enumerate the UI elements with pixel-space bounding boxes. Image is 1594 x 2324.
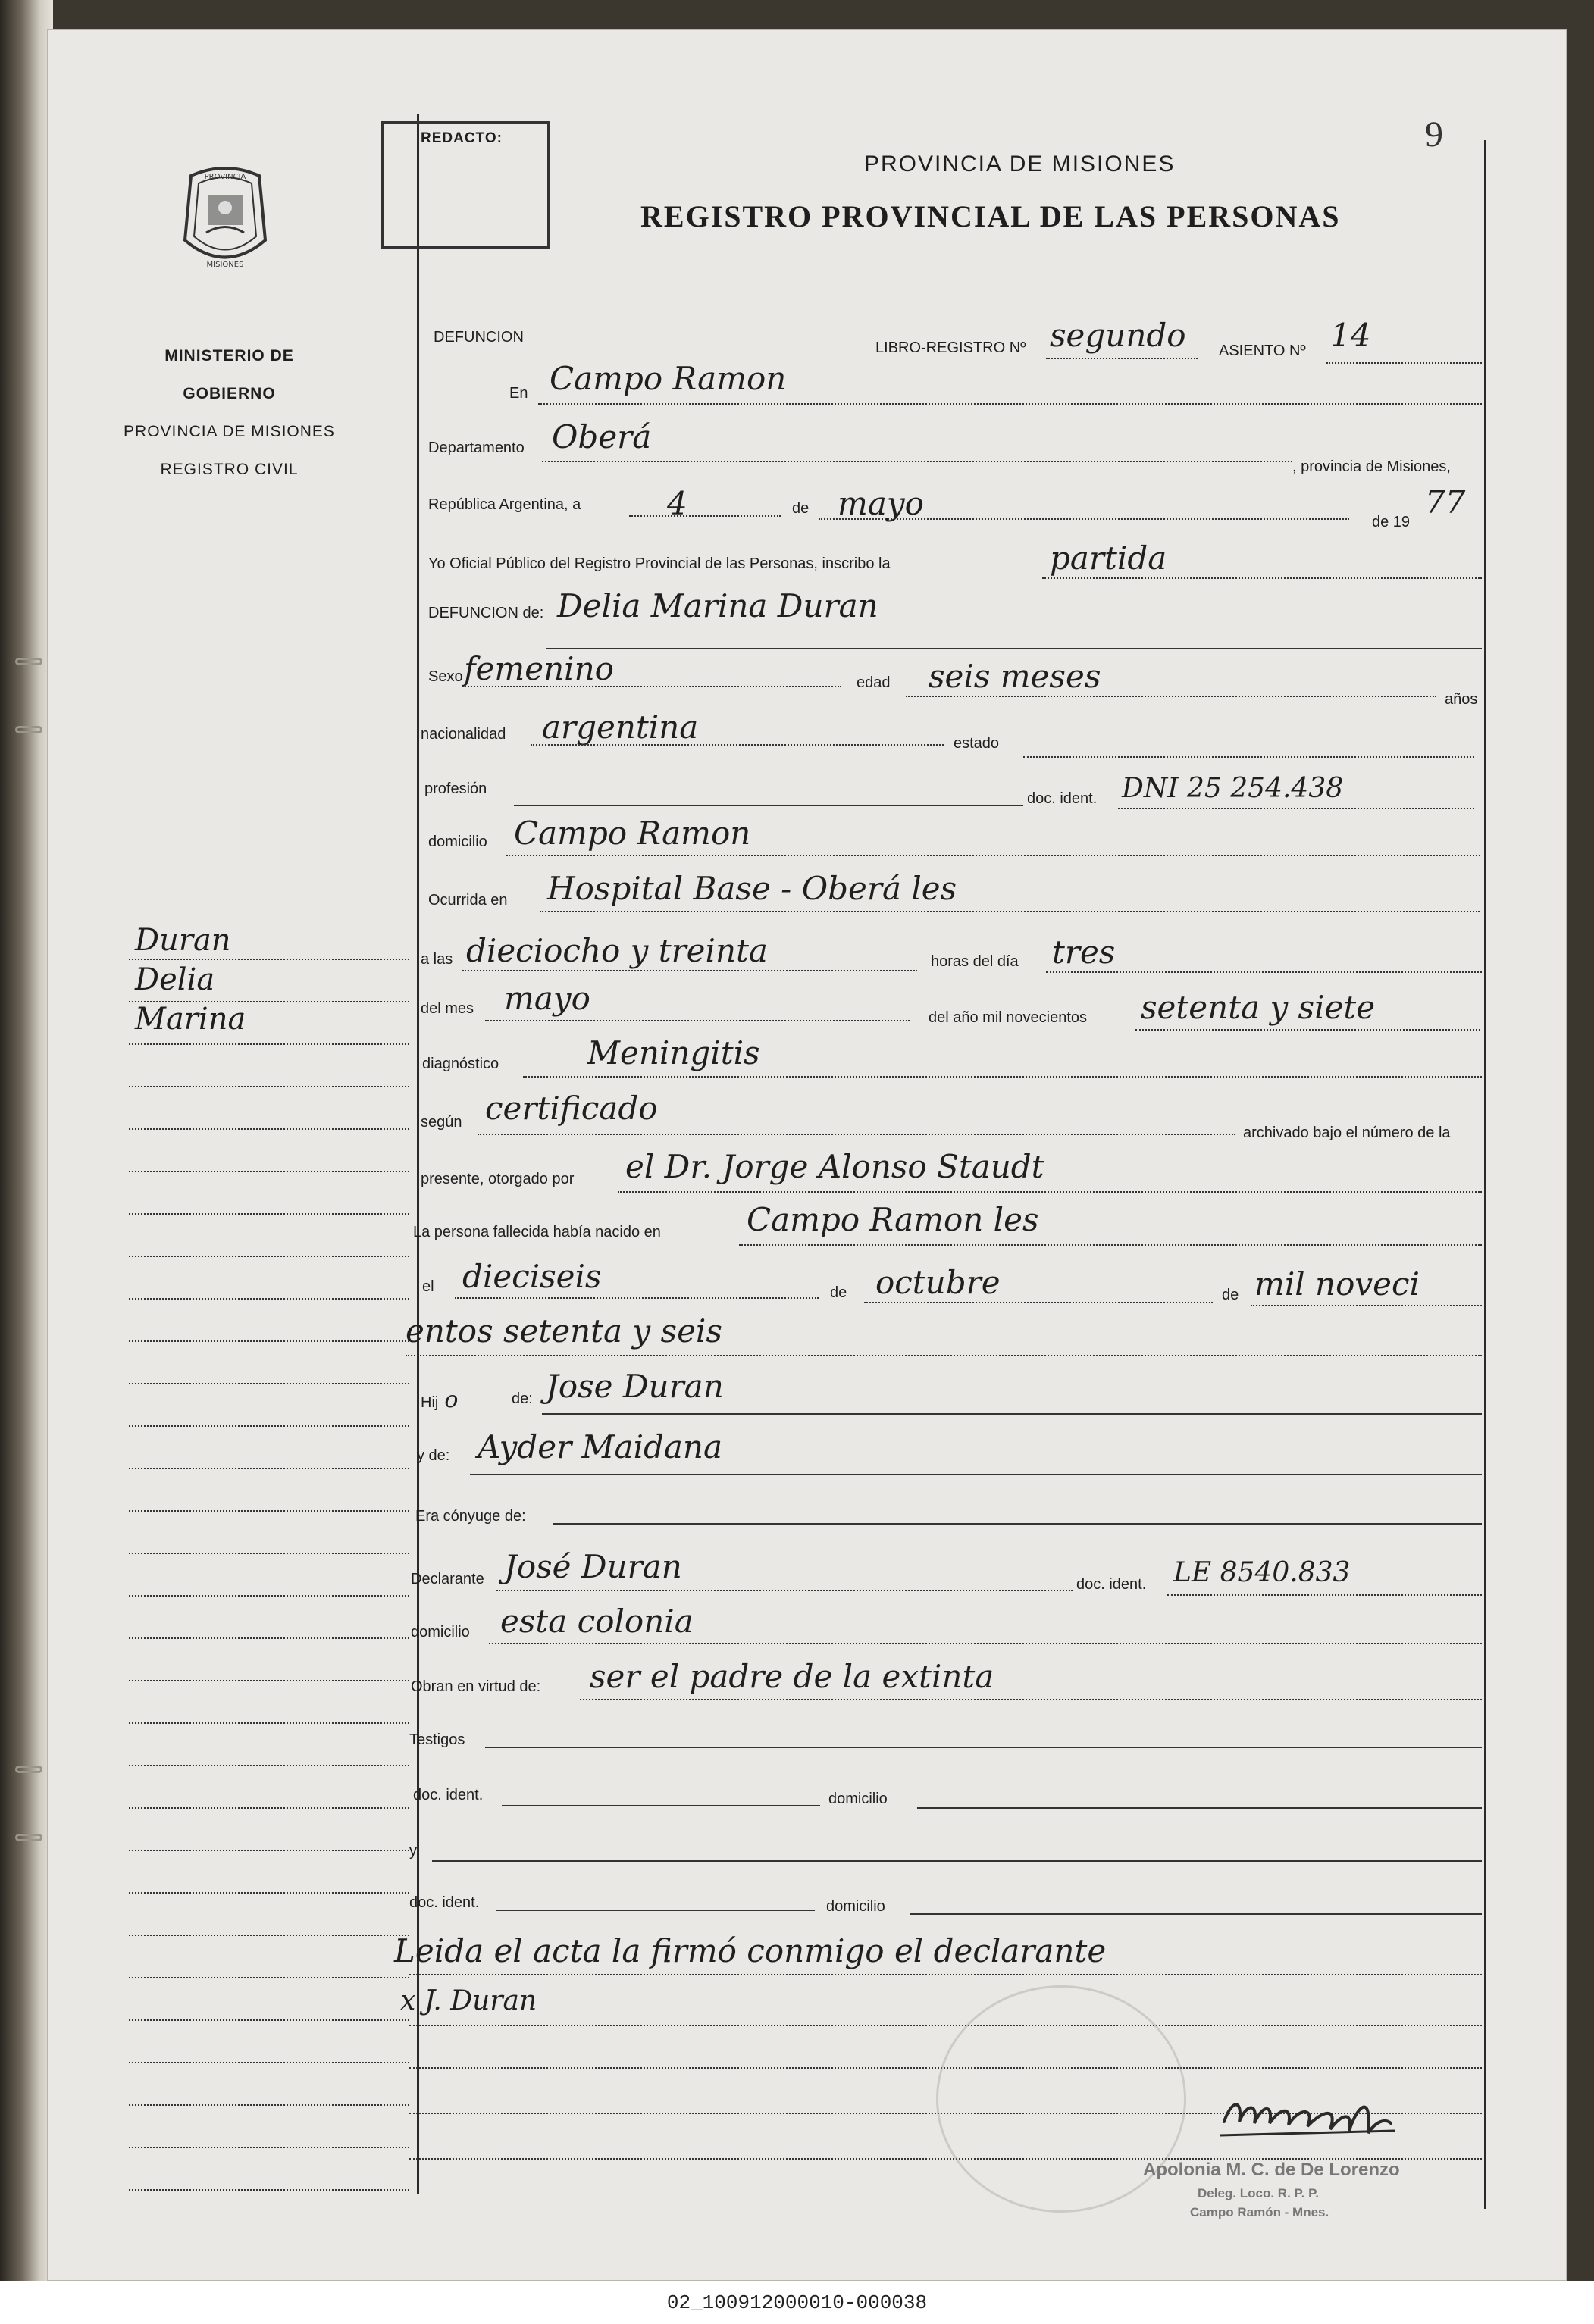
solid-rule [917,1807,1482,1809]
horas-value[interactable]: tres [1052,934,1116,971]
decl-domicilio-value[interactable]: esta colonia [500,1603,694,1640]
dotted-rule [1326,362,1482,364]
solid-rule [553,1523,1482,1525]
nacido-label: La persona fallecida había nacido en [413,1224,661,1240]
margin-name-index [135,921,246,1039]
hijo-prefix: Hij [421,1394,439,1411]
margin-dotted-rule [129,2019,409,2021]
testigos-label: Testigos [409,1731,465,1748]
sexo-value[interactable]: femenino [464,650,614,687]
archivado-label: archivado bajo el número de la [1243,1124,1451,1141]
margin-dotted-rule [129,1977,409,1978]
dotted-rule [1118,808,1474,809]
departamento-value[interactable]: Oberá [552,418,652,455]
decl-doc-label: doc. ident. [1076,1576,1147,1593]
registry-title: REGISTRO PROVINCIAL DE LAS PERSONAS [640,199,1341,233]
profesion-label: profesión [424,780,487,797]
sexo-label: Sexo [428,668,463,685]
margin-dotted-rule [129,2147,409,2148]
dotted-rule [462,970,917,971]
asiento-value[interactable]: 14 [1330,317,1371,354]
official-title: Deleg. Loco. R. P. P. [1198,2186,1319,2200]
declarant-signature: x J. Duran [400,1985,537,2016]
t1-domicilio-label: domicilio [828,1791,888,1807]
de-label-3: de [1222,1287,1239,1303]
margin-dotted-rule [129,1171,409,1172]
official-signature-icon [1217,2076,1398,2148]
ministry-block [121,337,337,489]
dotted-rule [1135,1029,1480,1031]
solid-rule [470,1474,1482,1475]
republica-label: República Argentina, a [428,496,581,513]
domicilio-value[interactable]: Campo Ramon [514,815,751,852]
y-label: y [409,1843,417,1860]
asiento-label: ASIENTO Nº [1219,343,1306,359]
del-anio-label: del año mil novecientos [929,1009,1088,1026]
provincia-suffix: , provincia de Misiones, [1292,458,1451,475]
presente-value[interactable]: el Dr. Jorge Alonso Staudt [625,1148,1044,1185]
form-right-rule [1484,140,1486,2209]
dotted-rule [462,686,841,687]
margin-dotted-rule [129,1850,409,1851]
conyuge-label: Era cónyuge de: [415,1508,526,1525]
margin-dotted-rule [129,1340,409,1342]
padre-value[interactable]: Jose Duran [546,1368,724,1405]
edad-value[interactable]: seis meses [929,658,1101,695]
margin-dotted-rule [129,1595,409,1597]
horas-label: horas del día [931,953,1019,970]
a-las-label: a las [421,951,453,968]
margin-dotted-rule [129,1722,409,1724]
dia-value[interactable]: 4 [667,485,687,522]
dotted-rule [531,744,944,746]
mes-value[interactable]: mayo [838,485,924,522]
el-label: el [422,1278,434,1295]
diagnostico-value[interactable]: Meningitis [587,1034,760,1071]
dotted-rule [906,696,1436,697]
margin-dotted-rule [129,1383,409,1384]
nacionalidad-value[interactable]: argentina [542,708,699,746]
de-label-2: de [830,1284,847,1301]
binding-ring [15,1834,42,1841]
dotted-rule [406,1355,1482,1356]
y-de-label: y de: [417,1447,450,1464]
nacido-value[interactable]: Campo Ramon les [747,1201,1039,1238]
dotted-rule [523,1076,1482,1078]
dotted-rule [1046,971,1482,973]
margin-dotted-rule [129,959,409,960]
decl-doc-value[interactable]: LE 8540.833 [1173,1557,1351,1588]
del-mes-value[interactable]: mayo [504,980,590,1017]
margin-dotted-rule [129,1468,409,1469]
departamento-label: Departamento [428,439,525,456]
margin-name: Marina [135,1002,246,1037]
ministry-province: PROVINCIA DE MISIONES [124,423,335,440]
t2-domicilio-label: domicilio [826,1898,885,1915]
dotted-rule [739,1244,1482,1246]
margin-dotted-rule [129,1128,409,1130]
ocurrida-value[interactable]: Hospital Base - Oberá les [547,870,957,907]
margin-dotted-rule [129,1637,409,1639]
margin-dotted-rule [129,1213,409,1215]
dotted-rule [540,911,1480,912]
margin-dotted-rule [129,1043,409,1045]
deceased-name[interactable]: Delia Marina Duran [557,587,878,624]
de-value-3[interactable]: mil noveci [1254,1265,1420,1303]
de-label: de [792,500,810,517]
defuncion-label: DEFUNCION [434,329,524,346]
nacionalidad-label: nacionalidad [421,726,506,743]
binding-ring [15,658,42,665]
margin-dotted-rule [129,1001,409,1002]
estado-label: estado [954,735,1000,752]
margin-dotted-rule [129,1935,409,1936]
form-left-rule [417,114,419,2194]
margin-dotted-rule [129,1553,409,1554]
obran-value[interactable]: ser el padre de la extinta [590,1658,994,1695]
anio-value[interactable]: 77 [1425,483,1466,521]
dotted-rule [819,518,1349,520]
margin-dotted-rule [129,1425,409,1427]
a-las-value[interactable]: dieciocho y treinta [466,932,768,969]
doc-ident-label: doc. ident. [1027,790,1098,807]
margin-name: Delia [135,962,215,997]
official-location: Campo Ramón - Mnes. [1190,2205,1329,2219]
seal-text-bottom: MISIONES [206,261,244,269]
defuncion-de-label: DEFUNCION de: [428,605,544,621]
hijo-label [421,1387,458,1413]
edad-label: edad [857,674,891,691]
margin-dotted-rule [129,1680,409,1681]
solid-rule [910,1913,1482,1915]
dotted-rule [496,1590,1073,1591]
book-binding-edge [0,0,53,2281]
diagnostico-label: diagnóstico [422,1056,499,1072]
redacto-label: REDACTO: [421,130,503,146]
decl-domicilio-label: domicilio [411,1624,470,1641]
del-anio-value[interactable]: setenta y siete [1141,989,1376,1026]
el-value[interactable]: dieciseis [462,1258,602,1295]
closing-note: Leida el acta la firmó conmigo el declarante [394,1932,1107,1969]
segun-label: según [421,1114,462,1131]
footer-strip [0,2281,1594,2324]
official-name: Apolonia M. C. de De Lorenzo [1143,2160,1400,2180]
segun-value[interactable]: certificado [485,1090,658,1127]
provincial-seal-icon [176,161,274,278]
margin-dotted-rule [129,2189,409,2191]
solid-rule [502,1805,820,1806]
declarante-label: Declarante [411,1571,484,1587]
document-id: 02_100912000010-000038 [666,2291,928,2314]
de-value-2[interactable]: octubre [875,1264,1001,1301]
de-19-label: de 19 [1372,514,1411,530]
dotted-rule [1046,358,1198,359]
dotted-rule [478,1134,1235,1135]
dotted-rule [489,1643,1482,1644]
libro-label: LIBRO-REGISTRO Nº [875,339,1026,356]
margin-dotted-rule [129,1765,409,1766]
binding-ring [15,726,42,733]
partida-value[interactable]: partida [1050,540,1167,577]
continuation-value[interactable]: entos setenta y seis [406,1312,722,1350]
t1-doc-label: doc. ident. [413,1787,484,1803]
solid-rule [432,1860,1482,1862]
anos-label: años [1445,691,1478,708]
hijo-suffix: o [444,1387,459,1413]
ocurrida-label: Ocurrida en [428,892,508,909]
dotted-rule [485,1020,910,1021]
en-value[interactable]: Campo Ramon [550,360,787,397]
margin-dotted-rule [129,1256,409,1257]
margin-dotted-rule [129,1892,409,1894]
presente-label: presente, otorgado por [421,1171,575,1187]
margin-dotted-rule [129,1086,409,1087]
del-mes-label: del mes [421,1000,474,1017]
ministry-registry: REGISTRO CIVIL [160,461,299,478]
margin-dotted-rule [129,1807,409,1809]
dotted-rule [455,1297,819,1299]
solid-rule [485,1747,1482,1748]
dotted-rule [1251,1305,1482,1306]
dotted-rule [864,1302,1213,1303]
en-label: En [509,385,528,402]
province-title: PROVINCIA DE MISIONES [864,152,1176,177]
solid-rule [546,648,1482,649]
t2-doc-label: doc. ident. [409,1894,480,1911]
binding-ring [15,1766,42,1773]
dotted-rule [629,515,781,517]
declarante-value[interactable]: José Duran [504,1548,682,1585]
solid-rule [514,805,1023,806]
dotted-rule [409,1974,1482,1975]
dotted-rule [618,1191,1482,1193]
dotted-rule [538,403,1482,405]
margin-dotted-rule [129,1298,409,1300]
page-number: 9 [1425,114,1443,155]
margin-dotted-rule [129,2104,409,2106]
solid-rule [542,1413,1482,1415]
yo-oficial-text: Yo Oficial Público del Registro Provincial de las Personas, inscribo la [428,555,891,572]
domicilio-label: domicilio [428,834,487,850]
margin-dotted-rule [129,2062,409,2063]
dotted-rule [1042,577,1482,579]
madre-value[interactable]: Ayder Maidana [478,1428,723,1465]
obran-label: Obran en virtud de: [411,1678,541,1695]
seal-text-top: PROVINCIA [204,173,246,181]
dotted-rule [409,2025,1482,2026]
doc-ident-value[interactable]: DNI 25 254.438 [1122,773,1344,804]
margin-dotted-rule [129,1510,409,1512]
dotted-rule [506,855,1480,856]
margin-name: Duran [135,923,231,958]
dotted-rule [580,1699,1482,1700]
solid-rule [496,1910,815,1911]
libro-value[interactable]: segundo [1050,317,1186,354]
dotted-rule [1023,756,1474,758]
dotted-rule [542,461,1292,462]
hijo-de-label: de: [512,1390,533,1407]
dotted-rule [1167,1594,1482,1596]
ministry-name: MINISTERIO DE GOBIERNO [164,347,294,402]
